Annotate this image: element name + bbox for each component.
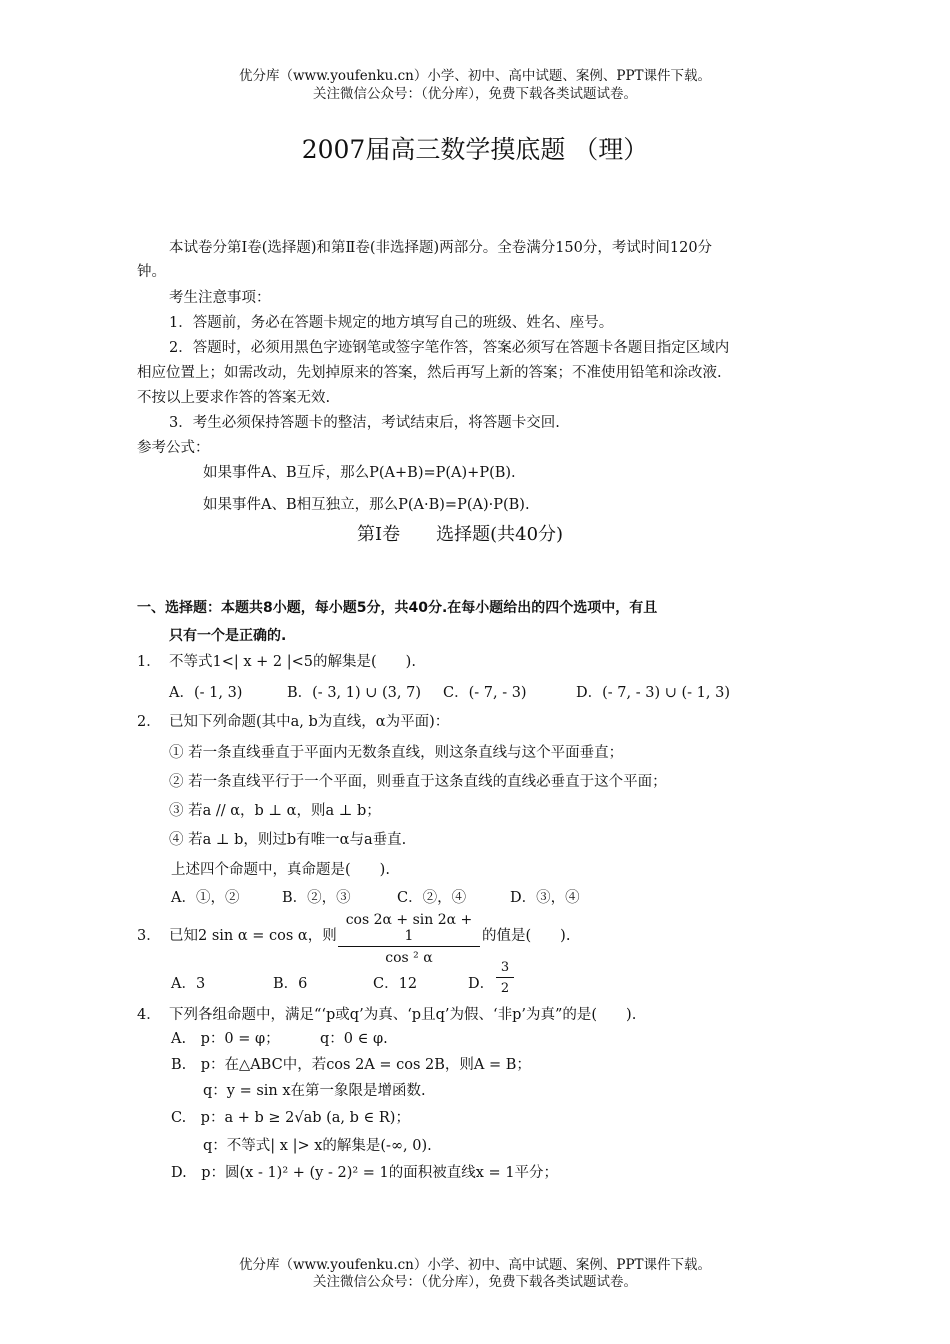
question-1-option-c: C．(- 7, - 3) xyxy=(443,685,527,701)
notice-item-1: 1．答题前，务必在答题卡规定的地方填写自己的班级、姓名、座号。 xyxy=(169,315,614,331)
notice-item-2-line-2: 相应位置上；如需改动，先划掉原来的答案，然后再写上新的答案；不准使用铅笔和涂改液. xyxy=(137,365,722,381)
intro-paragraph-line-2: 钟。 xyxy=(137,264,166,280)
question-3-stem-prefix: 已知2 sin α = cos α，则 xyxy=(169,928,337,944)
question-4-option-b-p: B. p：在△ABC中，若cos 2A = cos 2B，则A = B； xyxy=(171,1057,531,1073)
question-2-statement-2: ② 若一条直线平行于一个平面，则垂直于这条直线的直线必垂直于这个平面； xyxy=(169,774,667,790)
question-3-option-d: D． xyxy=(468,976,495,992)
question-3-number: 3． xyxy=(137,928,161,944)
question-3-fraction-numerator: cos 2α + sin 2α + 1 xyxy=(338,912,480,947)
question-1-option-b: B．(- 3, 1) ∪ (3, 7) xyxy=(287,685,421,701)
notice-item-3: 3．考生必须保持答题卡的整洁，考试结束后，将答题卡交回. xyxy=(169,415,560,431)
question-3-option-d-numerator: 3 xyxy=(496,960,514,978)
question-1-option-d: D．(- 7, - 3) ∪ (- 1, 3) xyxy=(576,685,730,701)
question-2-option-b: B．②，③ xyxy=(282,890,351,906)
question-3-option-a: A．3 xyxy=(171,976,206,992)
question-1-option-a: A．(- 1, 3) xyxy=(169,685,243,701)
footer-line-2: 关注微信公众号：（优分库），免费下载各类试题试卷。 xyxy=(313,1274,637,1290)
question-4-option-a-p: A. p：0 = φ； xyxy=(171,1031,280,1047)
notice-item-2-line-1: 2．答题时，必须用黑色字迹钢笔或签字笔作答，答案必须写在答题卡各题目指定区域内 xyxy=(169,340,730,356)
question-3-option-c: C．12 xyxy=(373,976,418,992)
question-4-option-c-q: q：不等式| x |> x的解集是(-∞, 0). xyxy=(203,1138,432,1154)
section-1-heading: 第Ⅰ卷 选择题(共40分) xyxy=(357,524,564,545)
page-title: 2007届高三数学摸底题 （理） xyxy=(301,135,649,164)
question-3-fraction-denominator: cos ² α xyxy=(385,950,433,966)
footer-line-1: 优分库（www.youfenku.cn）小学、初中、高中试题、案例、PPT课件下载。 xyxy=(238,1257,712,1273)
question-4-option-b-q: q：y = sin x在第一象限是增函数. xyxy=(203,1083,426,1099)
question-2-option-d: D．③，④ xyxy=(510,890,580,906)
question-3-option-b: B．6 xyxy=(273,976,308,992)
question-4-stem: 下列各组命题中，满足“‘p或q’为真、‘p且q’为假、‘非p’为真”的是( ). xyxy=(169,1007,637,1023)
question-2-statement-1: ① 若一条直线垂直于平面内无数条直线，则这条直线与这个平面垂直； xyxy=(169,745,624,761)
header-line-1: 优分库（www.youfenku.cn）小学、初中、高中试题、案例、PPT课件下载。 xyxy=(238,68,712,84)
question-2-option-c: C．②，④ xyxy=(397,890,467,906)
formula-independent: 如果事件A、B相互独立，那么P(A·B)=P(A)·P(B). xyxy=(203,497,530,513)
notice-title: 考生注意事项： xyxy=(169,290,271,306)
section-1-instructions-line-1: 一、选择题：本题共8小题，每小题5分，共40分.在每小题给出的四个选项中，有且 xyxy=(137,600,658,616)
question-4-option-a-q: q：0 ∈ φ. xyxy=(320,1031,388,1047)
intro-paragraph-line-1: 本试卷分第Ⅰ卷(选择题)和第Ⅱ卷(非选择题)两部分。全卷满分150分，考试时间120分 xyxy=(169,240,713,256)
question-2-statement-4: ④ 若a ⊥ b，则过b有唯一α与a垂直. xyxy=(169,832,407,848)
formula-mutually-exclusive: 如果事件A、B互斥，那么P(A+B)=P(A)+P(B). xyxy=(203,465,516,481)
notice-item-2-line-3: 不按以上要求作答的答案无效. xyxy=(137,390,331,406)
question-1-stem: 不等式1<| x + 2 |<5的解集是( ). xyxy=(169,654,416,670)
question-2-statement-3: ③ 若a // α，b ⊥ α，则a ⊥ b； xyxy=(169,803,381,819)
question-2-number: 2． xyxy=(137,714,161,730)
question-1-number: 1． xyxy=(137,654,161,670)
question-3-option-d-denominator: 2 xyxy=(500,981,510,996)
question-4-option-c-p: C. p：a + b ≥ 2√ab (a, b ∈ R)； xyxy=(171,1110,410,1126)
header-line-2: 关注微信公众号：（优分库），免费下载各类试题试卷。 xyxy=(313,86,637,102)
section-1-instructions-line-2: 只有一个是正确的. xyxy=(169,628,287,644)
question-4-number: 4． xyxy=(137,1007,161,1023)
question-2-stem: 已知下列命题(其中a, b为直线，α为平面)： xyxy=(169,714,450,730)
question-4-option-d-p: D. p：圆(x - 1)² + (y - 2)² = 1的面积被直线x = 1平分； xyxy=(171,1165,559,1181)
question-3-fraction xyxy=(338,912,480,966)
question-3-stem-suffix: 的值是( ). xyxy=(482,928,571,944)
formula-title: 参考公式： xyxy=(137,440,210,456)
question-2-option-a: A．①，② xyxy=(171,890,240,906)
question-3-option-d-fraction xyxy=(496,960,514,996)
question-2-ask: 上述四个命题中，真命题是( ). xyxy=(171,862,390,878)
